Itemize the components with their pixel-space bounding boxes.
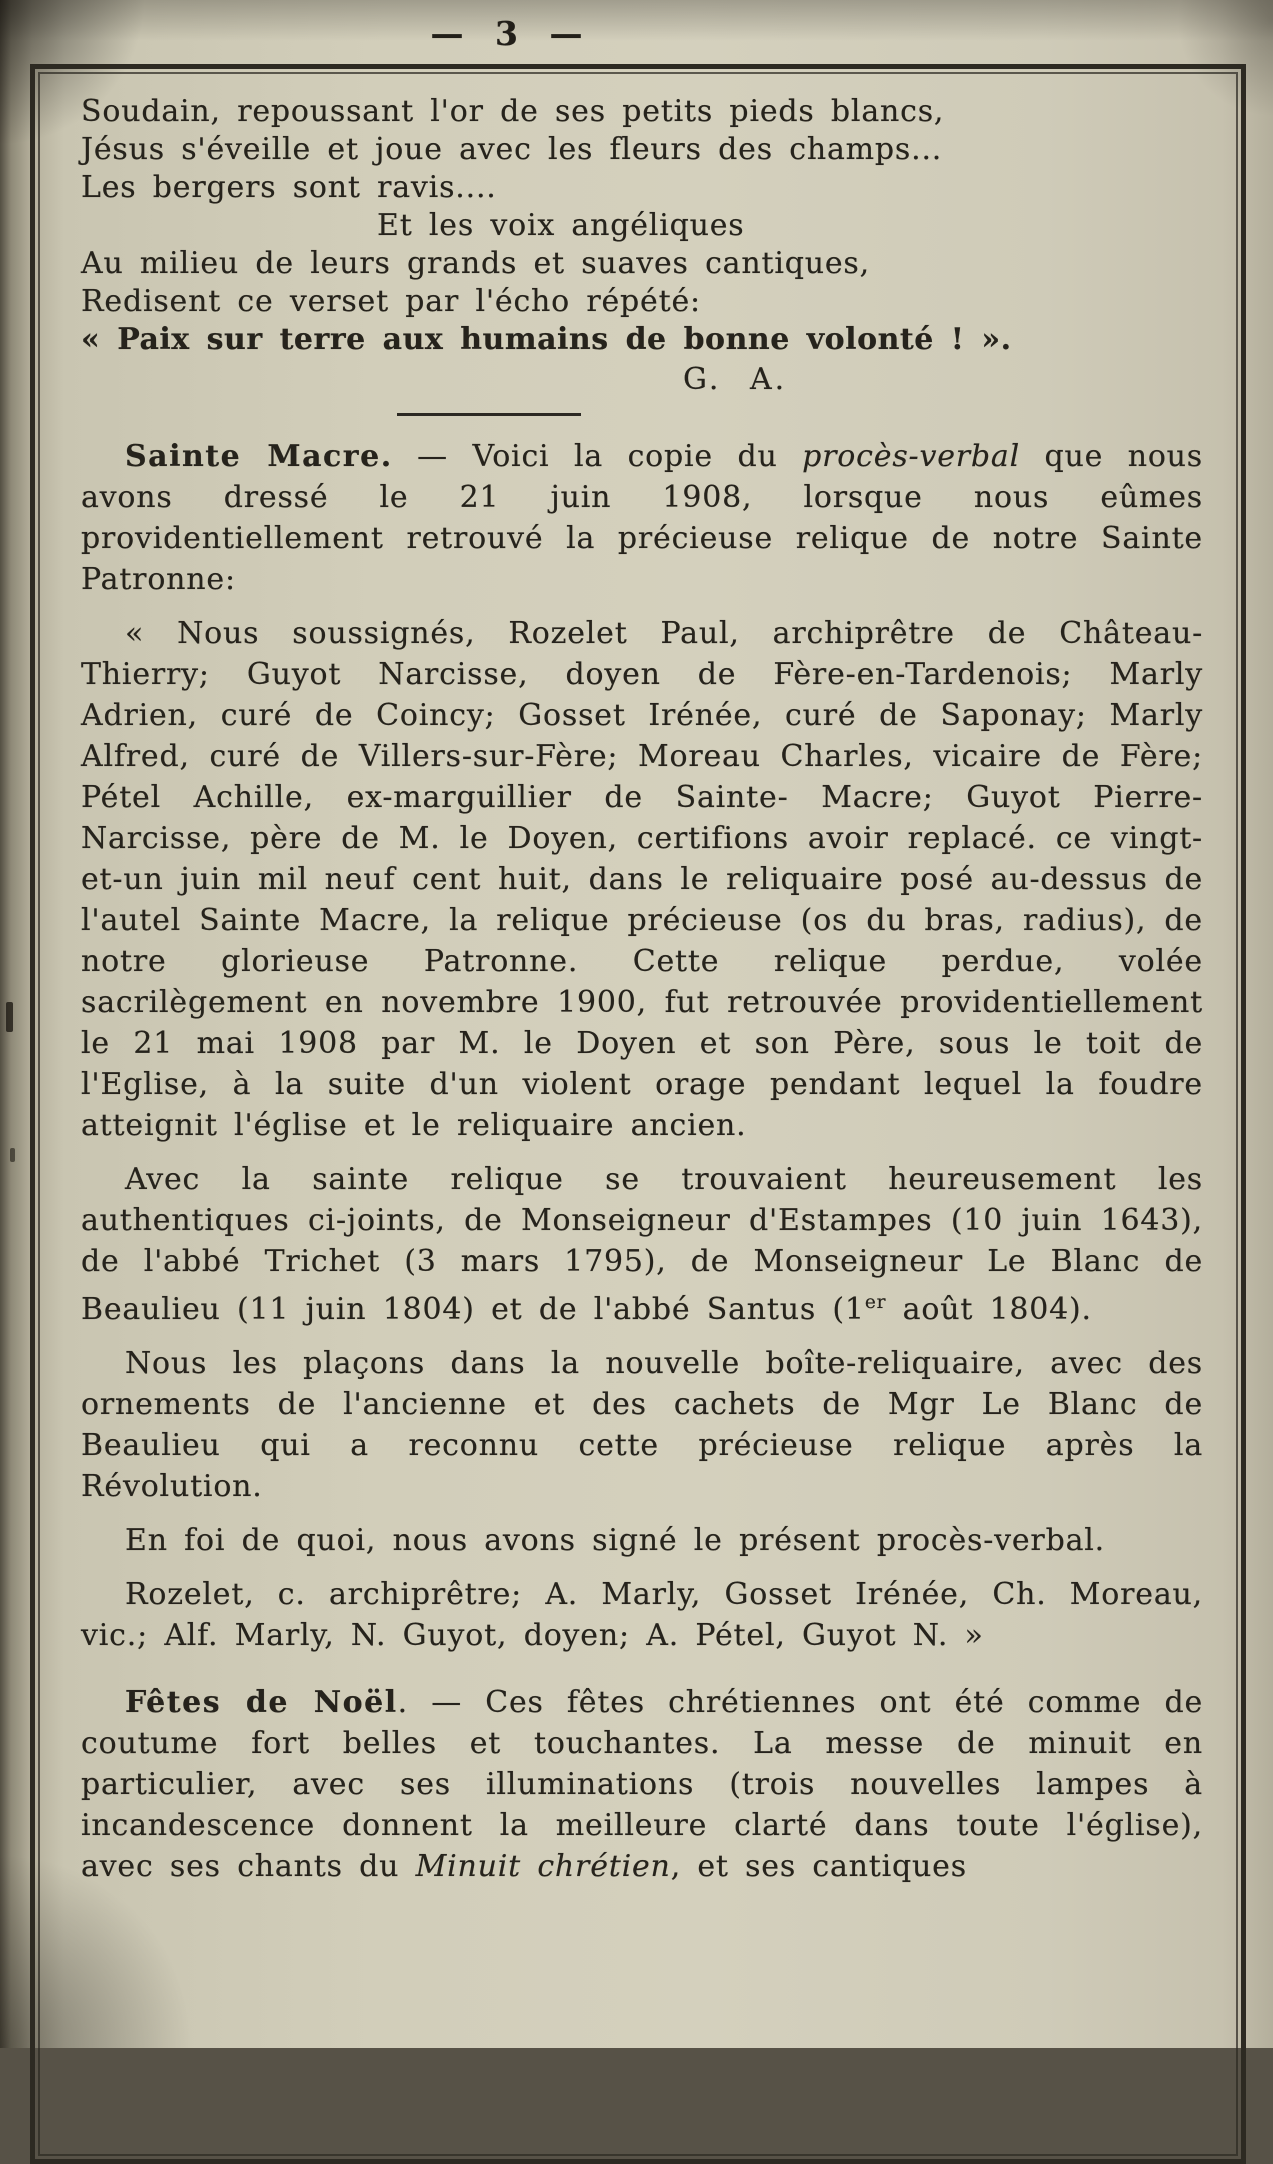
poem-line: Jésus s'éveille et joue avec les fleurs des champs... <box>81 132 943 167</box>
poem-line: Soudain, repoussant l'or de ses petits pieds blancs, <box>81 94 945 129</box>
poem-line: Redisent ce verset par l'écho répété: <box>81 284 701 319</box>
content-frame <box>30 64 1246 2164</box>
section-divider <box>397 413 581 416</box>
title-separator: — <box>392 439 473 474</box>
poem-line: Les bergers sont ravis.... <box>81 170 497 205</box>
fetes-italic-term: Minuit chrétien <box>415 1849 671 1884</box>
page-number: — 3 — <box>430 14 587 53</box>
article-title: Fêtes de Noël <box>125 1685 398 1720</box>
fetes-text: Ces fêtes chrétiennes ont été comme de coutume fort belles et touchantes. La messe de minuit en particulier, avec ses illuminations (trois nouvelles lampes à incandescence donnent la meilleure clarté dans toute l'église), avec ses chants du <box>81 1685 1204 1884</box>
page-content <box>81 93 1203 1887</box>
intro-text: Voici la copie du <box>472 439 803 474</box>
paragraph-boite-reliquaire: Nous les plaçons dans la nouvelle boîte-reliquaire, avec des ornements de l'ancienne et des cachets de Mgr Le Blanc de Beaulieu qui a reconnu cette précieuse relique après la Révolution. <box>81 1346 1203 1504</box>
article-sainte-macre <box>81 436 1203 1656</box>
article-fetes-de-noel <box>81 1682 1203 1887</box>
ink-mark <box>6 1002 13 1032</box>
ink-mark <box>10 1148 15 1162</box>
intro-italic-term: procès-verbal <box>802 439 1020 474</box>
paragraph-intro <box>81 436 1203 600</box>
poem-line: Au milieu de leurs grands et suaves cantiques, <box>81 246 870 281</box>
paragraph-signatures: Rozelet, c. archiprêtre; A. Marly, Gosset Irénée, Ch. Moreau, vic.; Alf. Marly, N. Guyot, doyen; A. Pétel, Guyot N. » <box>81 1577 1203 1653</box>
intro-text-end: que nous avons dressé le 21 juin 1908, lorsque nous eûmes providentiellement retrouvé la précieuse relique de notre Sainte Patronne: <box>81 439 1204 597</box>
poem-author-initials: G. A. <box>683 362 788 397</box>
authentiques-text-end: août 1804). <box>886 1292 1092 1327</box>
poem <box>81 93 1203 399</box>
paragraph-proces-verbal: « Nous soussignés, Rozelet Paul, archiprêtre de Château-Thierry; Guyot Narcisse, doyen de Fère-en-Tardenois; Marly Adrien, curé de Coincy; Gosset Irénée, curé de Saponay; Marly Alfred, curé de Villers-sur-Fère; Moreau Charles, vicaire de Fère; Pétel Achille, ex-marguillier de Sainte- Macre; Guyot Pierre-Narcisse, père de M. le Doyen, certifions avoir replacé. ce vingt-et-un juin mil neuf cent huit, dans le reliquaire posé au-dessus de l'autel Sainte Macre, la relique précieuse (os du bras, radius), de notre glorieuse Patronne. Cette relique perdue, volée sacrilègement en novembre 1900, fut retrouvée providentiellement le 21 mai 1908 par M. le Doyen et son Père, sous le toit de l'Eglise, à la suite d'un violent orage pendant lequel la foudre atteignit l'église et le reliquaire ancien. <box>81 616 1203 1143</box>
paragraph-authentiques <box>81 1159 1203 1330</box>
paragraph-fetes <box>81 1682 1203 1887</box>
title-separator: . — <box>397 1685 486 1720</box>
ordinal-superscript: er <box>864 1292 887 1313</box>
poem-line: « Paix sur terre aux humains de bonne volonté ! ». <box>81 322 1012 357</box>
paragraph-en-foi: En foi de quoi, nous avons signé le présent procès-verbal. <box>125 1523 1105 1558</box>
fetes-text-end: , et ses cantiques <box>670 1849 967 1884</box>
article-title: Sainte Macre. <box>125 439 393 474</box>
poem-line: Et les voix angéliques <box>377 208 745 243</box>
authentiques-text: Avec la sainte relique se trouvaient heureusement les authentiques ci-joints, de Monseigneur d'Estampes (10 juin 1643), de l'abbé Trichet (3 mars 1795), de Monseigneur Le Blanc de Beaulieu (11 juin 1804) et de l'abbé Santus (1 <box>81 1162 1203 1327</box>
